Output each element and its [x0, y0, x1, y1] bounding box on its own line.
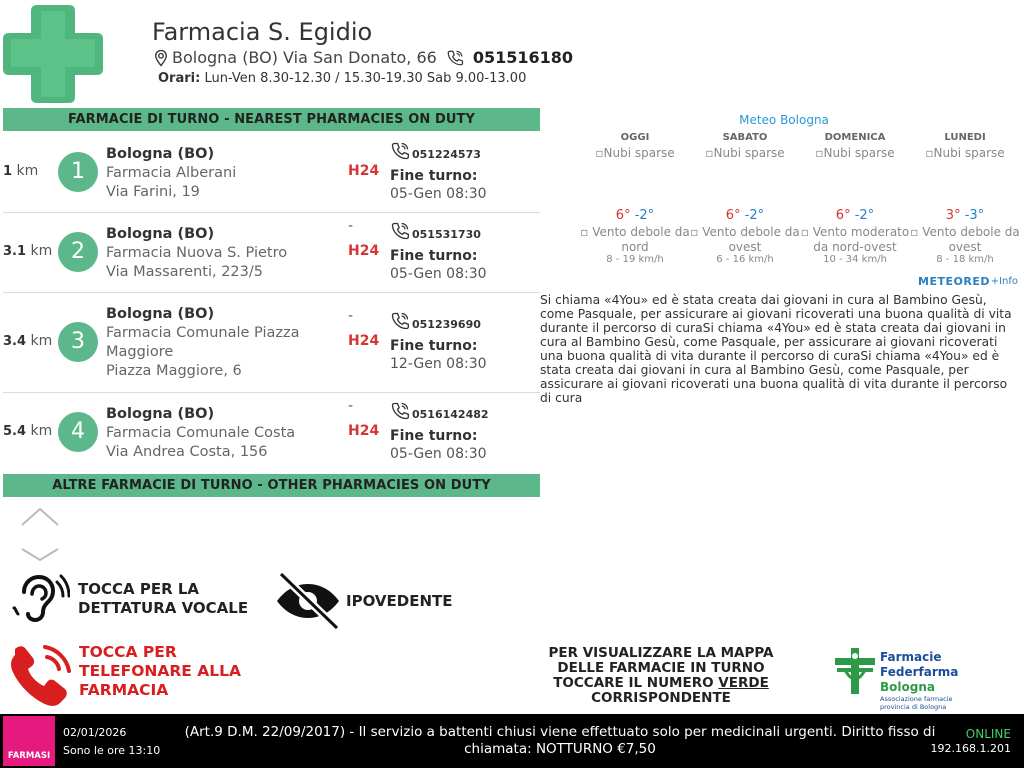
map-number-button[interactable]: 3: [58, 322, 98, 362]
service-notice: (Art.9 D.M. 22/09/2017) - Il servizio a battenti chiusi viene effettuato solo per medicinali urgenti. Diritto fisso di chiamata: NOTTURNO €7,50: [184, 724, 936, 757]
on-duty-banner: FARMACIE DI TURNO - NEAREST PHARMACIES ON DUTY: [3, 108, 540, 131]
verde-word: VERDE: [718, 675, 769, 691]
phone-call-icon: [5, 641, 77, 711]
separator-dash: -: [348, 398, 354, 414]
pharmacy-row[interactable]: [3, 213, 540, 293]
pharmacy-row-name: Farmacia Nuova S. Pietro: [106, 245, 288, 261]
fine-turno-date: 05-Gen 08:30: [390, 266, 487, 282]
weather-more-info-link[interactable]: +Info: [990, 276, 1018, 287]
pharmacy-name: Farmacia S. Egidio: [152, 18, 373, 46]
scroll-down-icon[interactable]: [20, 546, 60, 562]
map-number-button[interactable]: 2: [58, 232, 98, 272]
pharmacy-row-name: Farmacia Comunale Costa: [106, 425, 296, 441]
fine-turno-date: 12-Gen 08:30: [390, 356, 487, 372]
ip-address: 192.168.1.201: [930, 742, 1011, 755]
distance: 3.1 km: [3, 243, 53, 259]
pharmacy-street: Via Farini, 19: [106, 184, 200, 200]
pharmacy-address: [152, 48, 573, 67]
call-label-line3: FARMACIA: [79, 680, 169, 699]
pharmacy-street: Via Massarenti, 223/5: [106, 264, 263, 280]
call-label-line2: TELEFONARE ALLA: [79, 661, 242, 680]
connection-status: ONLINE: [965, 727, 1011, 741]
voice-dictation-button[interactable]: [10, 570, 248, 628]
address-text: Bologna (BO) Via San Donato, 66: [172, 48, 437, 67]
pharmacy-city: Bologna (BO): [106, 406, 215, 422]
pharmacy-list: [3, 133, 540, 473]
weather-wind-speed: 10 - 34 km/h: [823, 254, 887, 265]
h24-badge: H24: [348, 163, 380, 179]
call-pharmacy-button[interactable]: [5, 641, 241, 711]
fine-turno-date: 05-Gen 08:30: [390, 186, 487, 202]
hours-label: Orari:: [158, 71, 201, 86]
pharmacy-city: Bologna (BO): [106, 306, 215, 322]
pharmacy-city: Bologna (BO): [106, 146, 215, 162]
weather-wind: ▫ Vento debole da ovest: [910, 225, 1020, 254]
fine-turno-label: Fine turno:: [390, 338, 478, 354]
low-vision-button[interactable]: [273, 570, 453, 632]
broken-image-icon: ▫: [910, 225, 919, 239]
weather-temps: 6° -2°: [835, 208, 875, 223]
map-instructions: PER VISUALIZZARE LA MAPPA DELLE FARMACIE IN TURNO TOCCARE IL NUMERO VERDE CORRISPONDENTE: [548, 645, 774, 706]
weather-temps: 6° -2°: [725, 208, 765, 223]
weather-widget: [545, 108, 1023, 293]
pharmacy-row-phone[interactable]: 051531730: [390, 221, 481, 241]
pharmacy-row-phone[interactable]: 051224573: [390, 141, 481, 161]
h24-badge: H24: [348, 423, 380, 439]
weather-day: SABATO: [722, 132, 768, 143]
opening-hours: [158, 71, 526, 86]
broken-image-icon: ▫: [925, 146, 934, 160]
separator-dash: -: [348, 308, 354, 324]
broken-image-icon: ▫: [690, 225, 699, 239]
current-date: 02/01/2026: [63, 726, 127, 739]
farmasi-logo: FARMASI: [3, 716, 55, 766]
ear-icon: [10, 570, 70, 628]
pharmacy-row-phone[interactable]: 0516142482: [390, 401, 489, 421]
call-label-line1: TOCCA PER: [79, 642, 177, 661]
weather-day: LUNEDI: [944, 132, 986, 143]
pharmacy-row[interactable]: [3, 393, 540, 473]
map-number-button[interactable]: 4: [58, 412, 98, 452]
phone-icon: [390, 401, 410, 421]
pharmacy-city: Bologna (BO): [106, 226, 215, 242]
pharmacy-row[interactable]: [3, 133, 540, 213]
pharmacy-row[interactable]: [3, 293, 540, 393]
pharmacy-row-name: Farmacia Alberani: [106, 165, 237, 181]
pharmacy-info: [106, 145, 336, 202]
current-time: Sono le ore 13:10: [63, 744, 161, 757]
distance: 1 km: [3, 163, 39, 179]
voice-label-line2: DETTATURA VOCALE: [78, 599, 249, 617]
broken-image-icon: ▫: [705, 146, 714, 160]
h24-badge: H24: [348, 333, 380, 349]
hours-text: Lun-Ven 8.30-12.30 / 15.30-19.30 Sab 9.00-13.00: [204, 71, 527, 86]
other-pharmacies-banner: ALTRE FARMACIE DI TURNO - OTHER PHARMACIES ON DUTY: [3, 474, 540, 497]
news-text: Si chiama «4You» ed è stata creata dai giovani in cura al Bambino Gesù, come Pasquale, per assicurare ai giovani ricoverati una buona qualità di vita durante il percorso di curaSi chiama «4You» ed è stata creata dai giovani in cura al Bambino Gesù, come Pasquale, per assicurare ai giovani ricoverati una buona qualità di vita durante il percorso di curaSi chiama «4You» ed è stata creata dai giovani in cura al Bambino Gesù, come Pasquale, per assicurare ai giovani ricoverati una buona qualità di vita durante il percorso di cura: [540, 293, 1012, 405]
weather-wind-speed: 8 - 18 km/h: [936, 254, 994, 265]
weather-sky: ▫Nubi sparse: [815, 146, 895, 160]
weather-sky: ▫Nubi sparse: [595, 146, 675, 160]
phone-icon: [390, 311, 410, 331]
fine-turno-label: Fine turno:: [390, 428, 478, 444]
weather-wind-speed: 6 - 16 km/h: [716, 254, 774, 265]
map-number-button[interactable]: 1: [58, 152, 98, 192]
pharmacy-info: [106, 225, 336, 282]
eye-slash-icon: [273, 570, 343, 632]
low-vision-label: IPOVEDENTE: [346, 591, 453, 610]
fine-turno-label: Fine turno:: [390, 248, 478, 264]
weather-wind: ▫ Vento debole da ovest: [690, 225, 800, 254]
meteored-logo[interactable]: METEORED: [918, 275, 990, 288]
broken-image-icon: ▫: [815, 146, 824, 160]
footer-bar: [0, 714, 1024, 768]
h24-badge: H24: [348, 243, 380, 259]
scroll-up-icon[interactable]: [20, 505, 60, 529]
distance: 5.4 km: [3, 423, 53, 439]
pharmacy-info: [106, 305, 336, 381]
broken-image-icon: ▫: [595, 146, 604, 160]
pharmacy-phone[interactable]: 051516180: [472, 48, 574, 67]
federfarma-logo: Farmacie Federfarma Bologna Associazione farmacie provincia di Bologna: [835, 646, 965, 712]
weather-day: DOMENICA: [824, 132, 886, 143]
fine-turno-label: Fine turno:: [390, 168, 478, 184]
phone-icon: [390, 141, 410, 161]
pharmacy-info: [106, 405, 336, 462]
weather-day: OGGI: [620, 132, 650, 143]
broken-image-icon: ▫: [800, 225, 809, 239]
separator-dash: -: [348, 218, 354, 234]
pharmacy-cross-logo: [3, 5, 103, 103]
fine-turno-date: 05-Gen 08:30: [390, 446, 487, 462]
voice-label-line1: TOCCA PER LA: [78, 580, 200, 598]
pharmacy-row-phone[interactable]: 051239690: [390, 311, 481, 331]
phone-icon: [445, 49, 465, 67]
weather-wind: ▫ Vento moderato da nord-ovest: [800, 225, 910, 254]
weather-temps: 6° -2°: [615, 208, 655, 223]
weather-sky: ▫Nubi sparse: [925, 146, 1005, 160]
weather-sky: ▫Nubi sparse: [705, 146, 785, 160]
location-pin-icon: [152, 49, 170, 67]
weather-temps: 3° -3°: [945, 208, 985, 223]
pharmacy-row-name: Farmacia Comunale Piazza Maggiore: [106, 325, 300, 360]
pharmacy-street: Via Andrea Costa, 156: [106, 444, 268, 460]
broken-image-icon: ▫: [580, 225, 589, 239]
weather-wind: ▫ Vento debole da nord: [580, 225, 690, 254]
distance: 3.4 km: [3, 333, 53, 349]
weather-title[interactable]: Meteo Bologna: [739, 113, 829, 127]
weather-wind-speed: 8 - 19 km/h: [606, 254, 664, 265]
pharmacy-street: Piazza Maggiore, 6: [106, 363, 242, 379]
phone-icon: [390, 221, 410, 241]
federfarma-cross-icon: [835, 648, 875, 694]
